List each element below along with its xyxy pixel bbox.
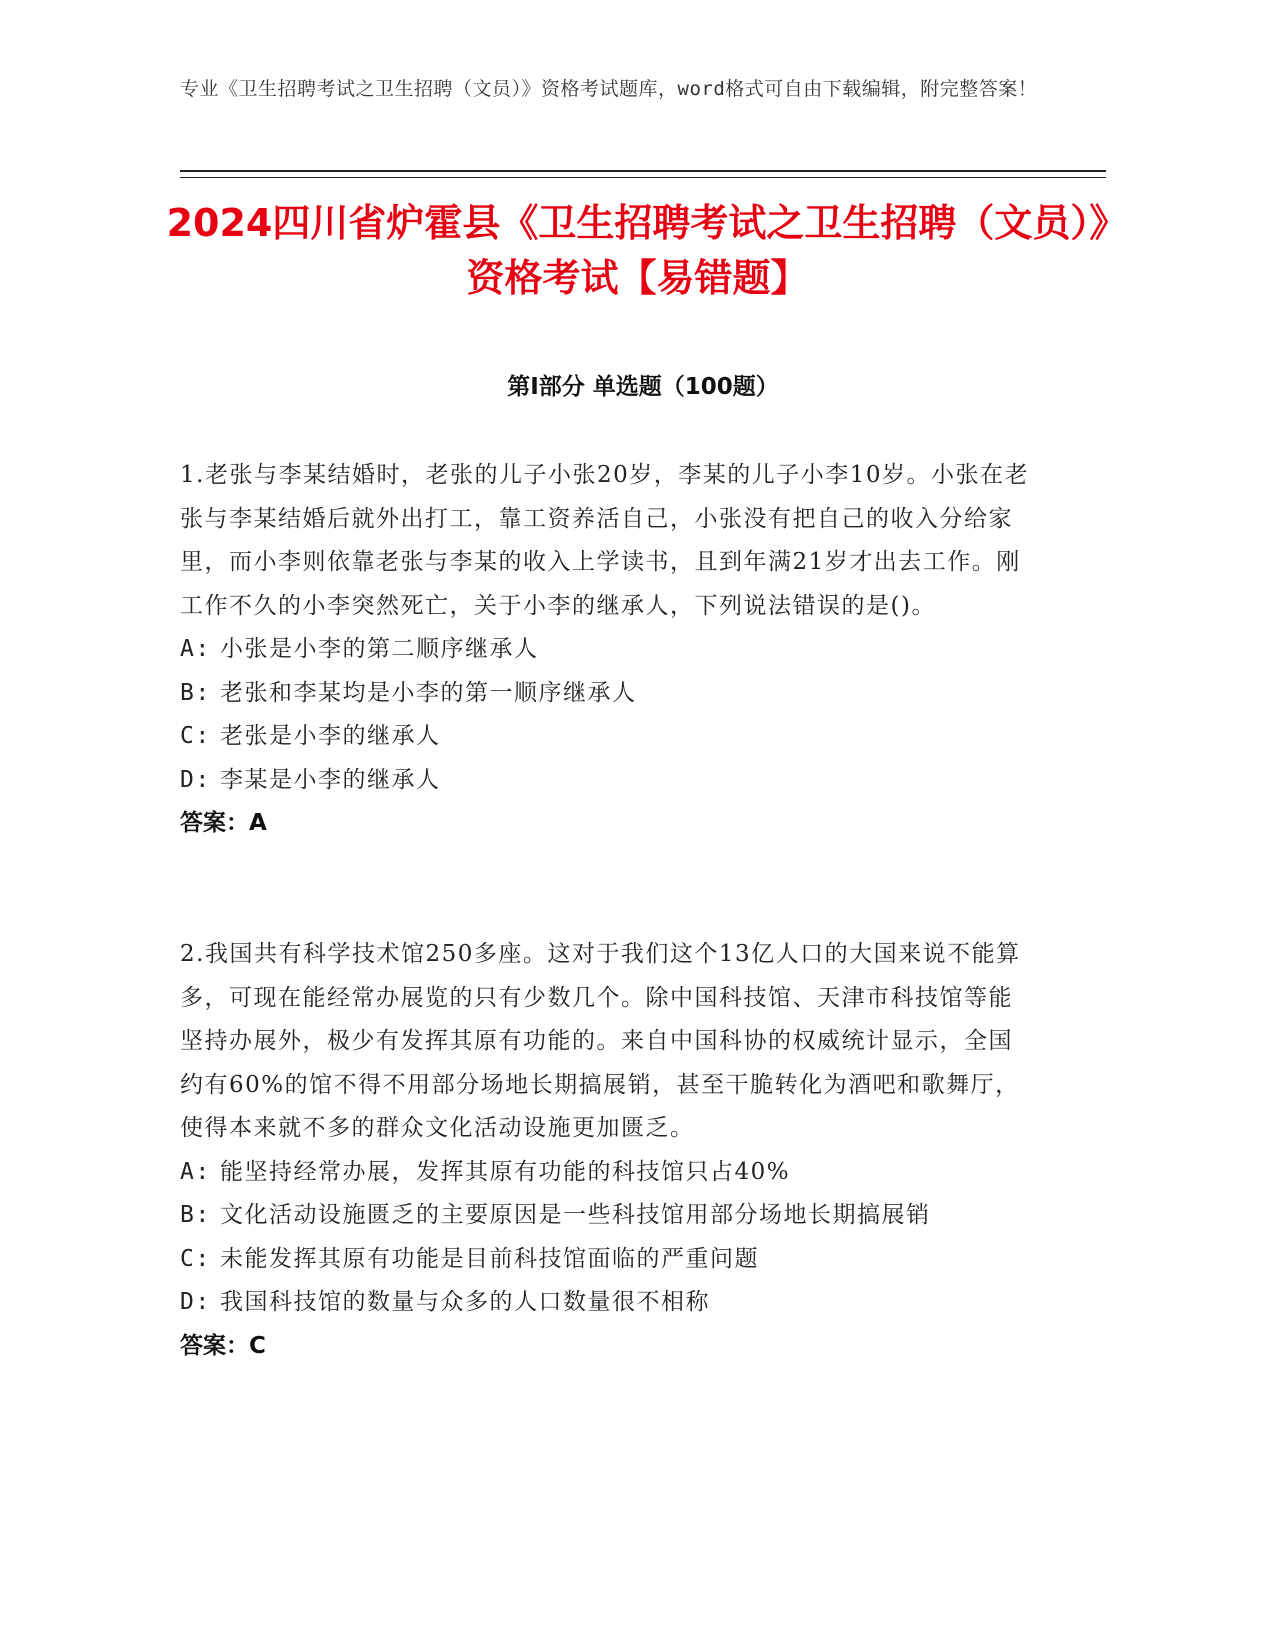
option-text: 我国科技馆的数量与众多的人口数量很不相称 <box>220 1289 710 1315</box>
option-text: 老张是小李的继承人 <box>220 723 441 749</box>
question-2 <box>180 933 1035 1368</box>
option-letter: D: <box>180 766 211 793</box>
option-letter: C: <box>180 1245 211 1272</box>
option-letter: B: <box>180 679 211 706</box>
header-note: 专业《卫生招聘考试之卫生招聘（文员）》资格考试题库，word格式可自由下载编辑，附完整答案！ <box>180 78 1038 100</box>
header-divider-thin <box>180 177 1106 178</box>
option-letter: A: <box>180 636 211 662</box>
question-1 <box>180 454 1035 846</box>
option-text: 未能发挥其原有功能是目前科技馆面临的严重问题 <box>220 1245 759 1272</box>
option-d <box>180 759 1035 803</box>
option-text: 能坚持经常办展，发挥其原有功能的科技馆只占40% <box>220 1158 791 1185</box>
header-divider-thick <box>180 170 1106 172</box>
option-letter: A: <box>180 1158 211 1185</box>
option-d <box>180 1281 1035 1325</box>
question-stem: 1.老张与李某结婚时，老张的儿子小张20岁，李某的儿子小李10岁。小张在老张与李某结婚后就外出打工，靠工资养活自己，小张没有把自己的收入分给家里，而小李则依靠老张与李某的收入上学读书，且到年满21岁才出去工作。刚工作不久的小李突然死亡，关于小李的继承人，下列说法错误的是()。 <box>180 462 1029 619</box>
answer-line: 答案：C <box>180 1332 266 1359</box>
option-a <box>180 1151 1035 1195</box>
option-text: 小张是小李的第二顺序继承人 <box>220 636 539 662</box>
option-letter: B: <box>180 1202 211 1228</box>
option-text: 老张和李某均是小李的第一顺序继承人 <box>220 679 637 706</box>
option-text: 文化活动设施匮乏的主要原因是一些科技馆用部分场地长期搞展销 <box>220 1202 931 1228</box>
option-c <box>180 1238 1035 1282</box>
answer-line: 答案：A <box>180 810 267 836</box>
section-title: 第Ⅰ部分 单选题（100题） <box>507 374 779 400</box>
option-text: 李某是小李的继承人 <box>220 766 441 793</box>
document-title: 2024四川省炉霍县《卫生招聘考试之卫生招聘（文员）》资格考试【易错题】 <box>166 201 1109 300</box>
option-letter: D: <box>180 1289 211 1315</box>
option-b <box>180 1194 1035 1238</box>
option-c <box>180 715 1035 759</box>
option-letter: C: <box>180 723 211 749</box>
option-a <box>180 628 1035 672</box>
question-stem: 2.我国共有科学技术馆250多座。这对于我们这个13亿人口的大国来说不能算多，可现在能经常办展览的只有少数几个。除中国科技馆、天津市科技馆等能坚持办展外，极少有发挥其原有功能的。来自中国科协的权威统计显示，全国约有60%的馆不得不用部分场地长期搞展销，甚至干脆转化为酒吧和歌舞厅，使得本来就不多的群众文化活动设施更加匮乏。 <box>180 941 1021 1141</box>
option-b <box>180 672 1035 716</box>
